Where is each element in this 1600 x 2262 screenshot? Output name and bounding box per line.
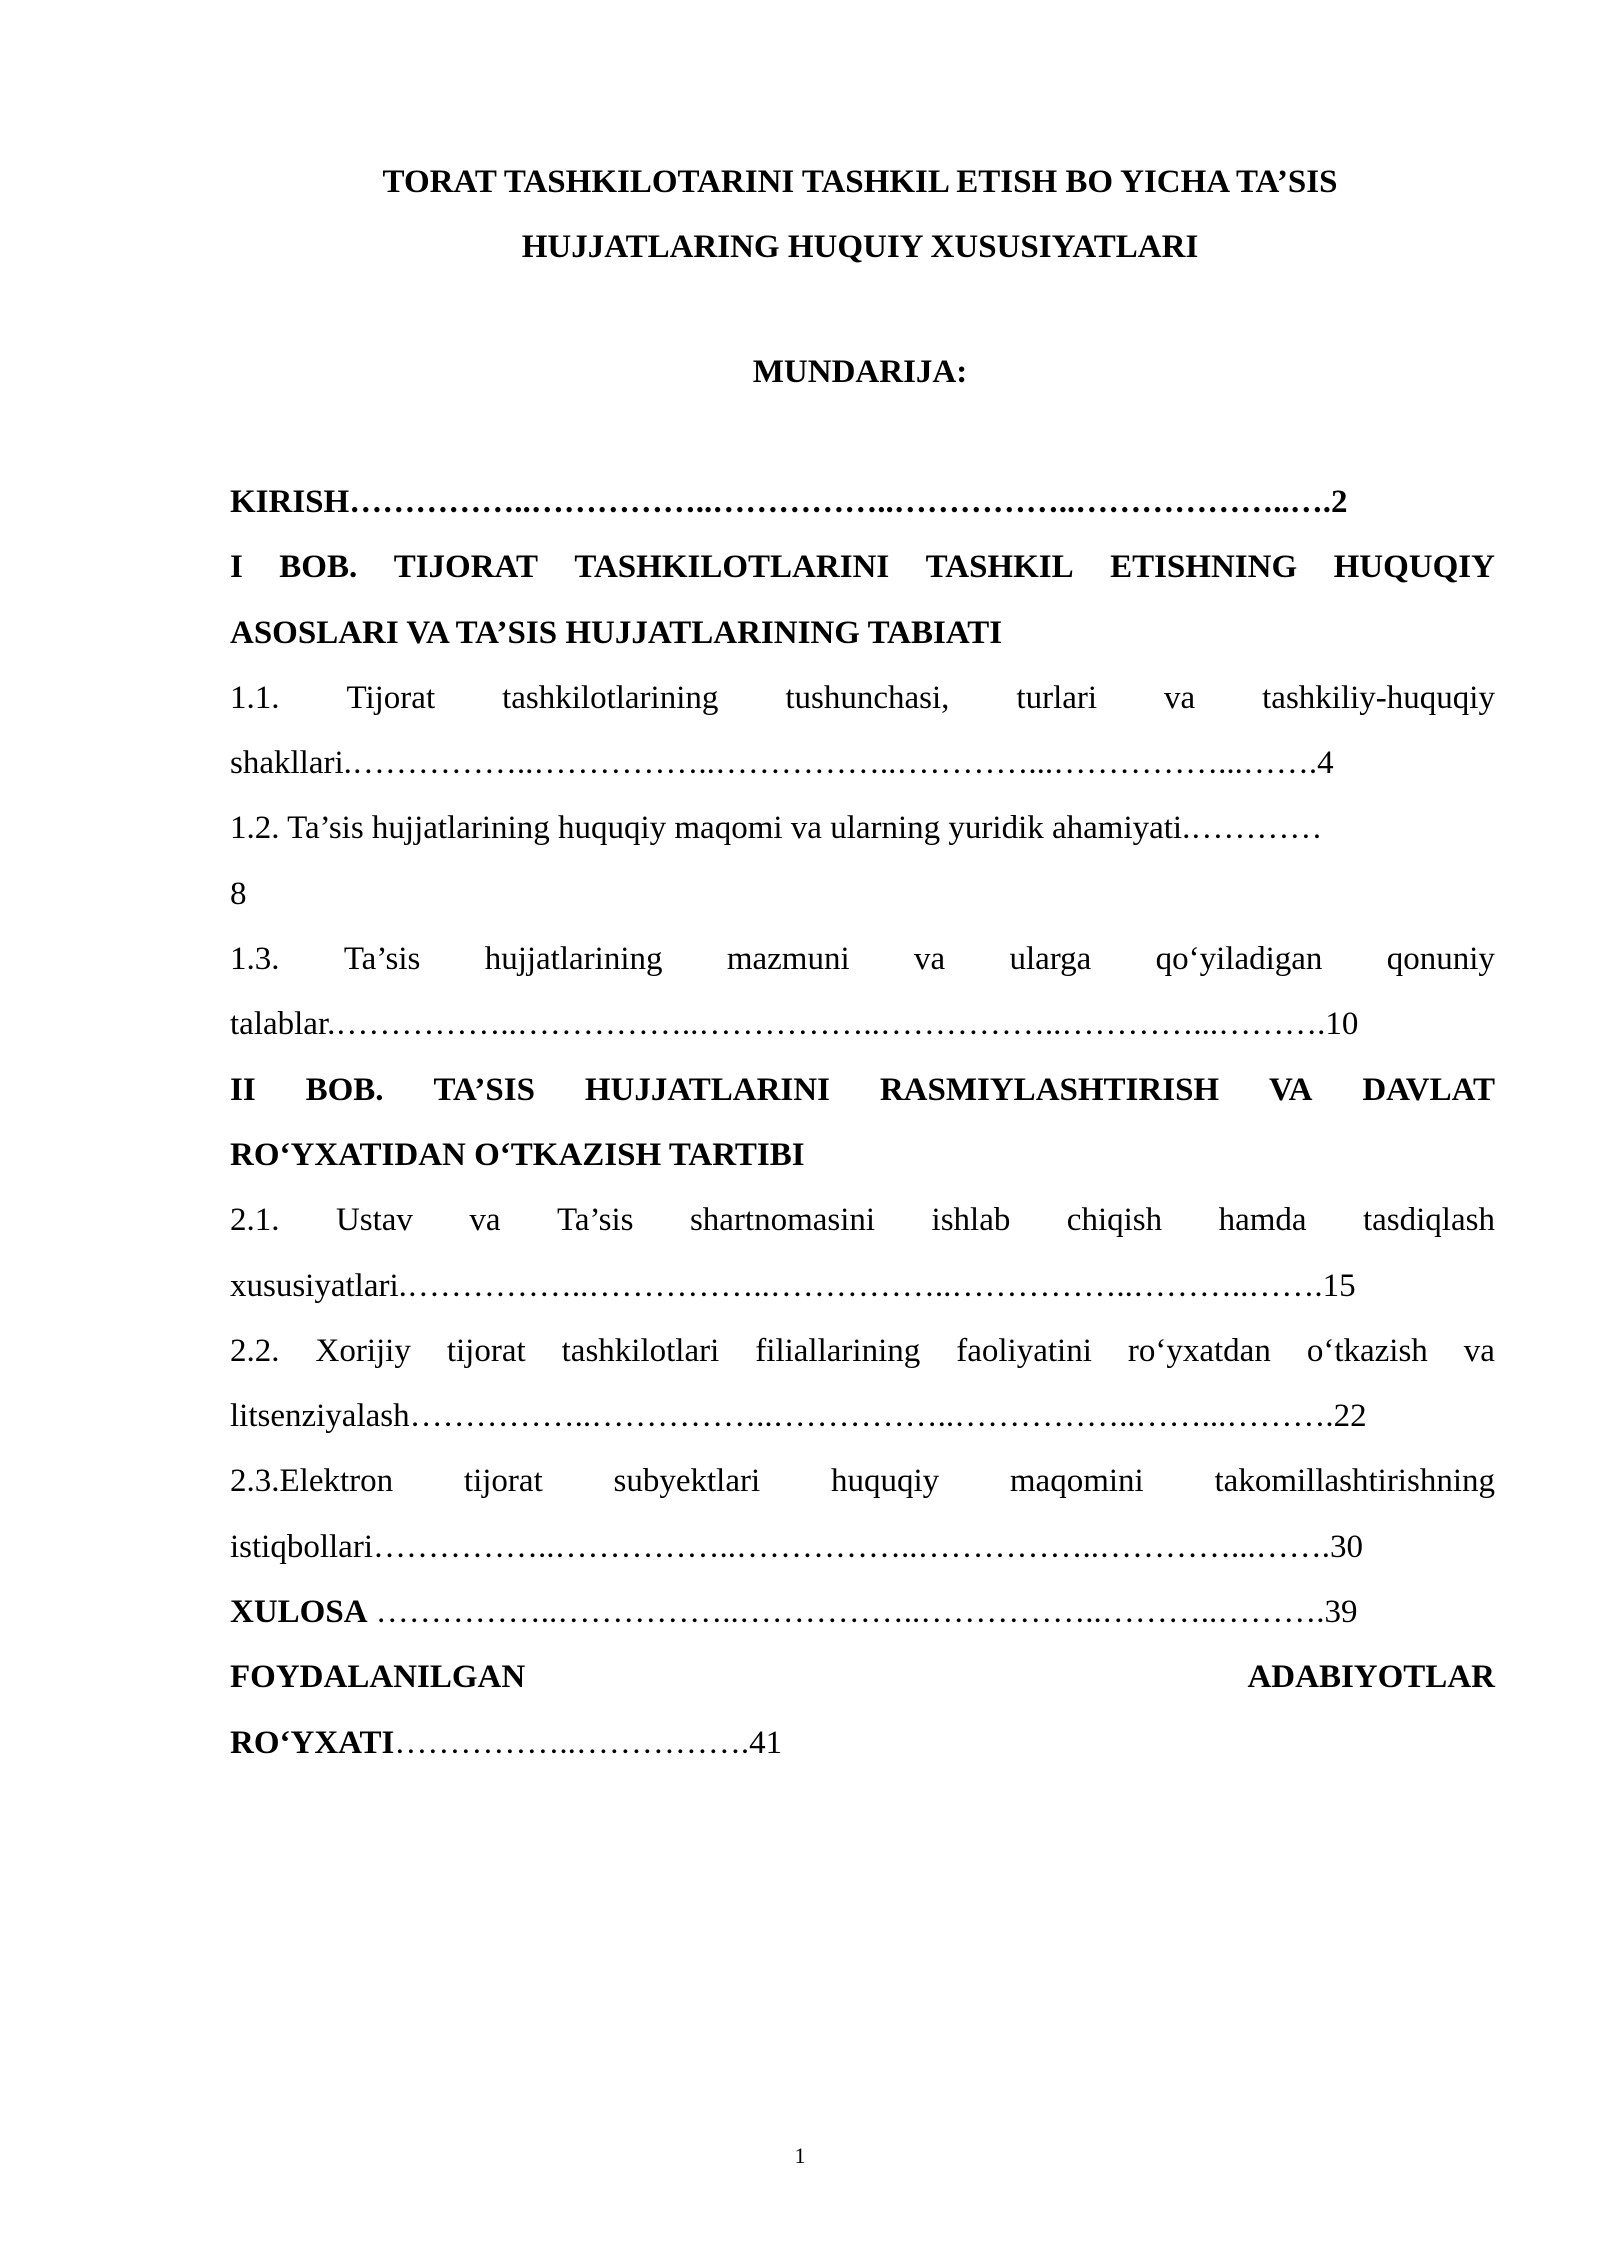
toc-entry-2-1-line2: xususiyatlari.……………..……………..……………..……………..………..…….15 [230, 1267, 1356, 1304]
toc-word: tasdiqlash [1362, 1202, 1495, 1239]
toc-entry-foydalanilgan-leader: ……………..…………….41 [394, 1724, 783, 1761]
toc-word: qo‘yiladigan [1155, 941, 1323, 978]
toc-word: va [1164, 679, 1196, 716]
toc-word: I [230, 549, 243, 586]
toc-entry-xulosa [230, 1580, 1495, 1645]
toc-word: tashkilotlari [561, 1332, 720, 1369]
toc-entry-bob1-line1 [230, 535, 1495, 600]
toc-entry-foydalanilgan-line2 [230, 1711, 1495, 1776]
toc-word: subyektlari [613, 1463, 761, 1500]
toc-word: Tijorat [346, 679, 436, 716]
toc-word: va [913, 941, 946, 978]
table-of-contents [230, 470, 1495, 1776]
toc-entry-bob2-line2: RO‘YXATIDAN O‘TKAZISH TARTIBI [230, 1136, 805, 1173]
toc-entry-1-1-line1 [230, 666, 1495, 731]
toc-entry-2-2-line2: litsenziyalash……………..……………..……………..……………..……...……….22 [230, 1398, 1367, 1435]
toc-entry-xulosa-leader: ……………..……………..……………..……………..………..……….39 [367, 1594, 1358, 1631]
toc-word: 2.2. [230, 1332, 280, 1369]
toc-word: tijorat [446, 1332, 526, 1369]
toc-word: filiallarining [755, 1332, 921, 1369]
toc-word: ularga [1009, 941, 1092, 978]
toc-word: BOB. [279, 549, 358, 586]
toc-word: huquqiy [830, 1463, 940, 1500]
toc-word: DAVLAT [1362, 1071, 1495, 1108]
toc-word: ishlab [931, 1202, 1011, 1239]
toc-word: tashkilotlarining [502, 679, 719, 716]
toc-heading: MUNDARIJA: [752, 354, 968, 390]
toc-word: va [469, 1202, 501, 1239]
page-number: 1 [794, 2143, 806, 2168]
toc-word: BOB. [305, 1071, 384, 1108]
title-line-1: TORAT TASHKILOTARINI TASHKIL ETISH BO YICHA TA’SIS [382, 164, 1338, 200]
toc-word: faoliyatini [956, 1332, 1092, 1369]
toc-word: tushunchasi, [785, 679, 950, 716]
toc-word: o‘tkazish [1306, 1332, 1428, 1369]
toc-word: maqomini [1009, 1463, 1144, 1500]
toc-word: 1.3. [230, 941, 280, 978]
toc-word: hamda [1218, 1202, 1307, 1239]
toc-entry-2-1-line1 [230, 1188, 1495, 1253]
toc-entry-xulosa-label: XULOSA [230, 1594, 368, 1631]
toc-word: mazmuni [726, 941, 850, 978]
toc-entry-1-1-line2: shakllari.……………..……………..……………..…………...……………...…….4 [230, 745, 1334, 782]
toc-word: Ta’sis [556, 1202, 634, 1239]
toc-entry-foydalanilgan-label: RO‘YXATI [230, 1724, 395, 1761]
toc-word: 2.1. [230, 1202, 280, 1239]
toc-word: ETISHNING [1110, 549, 1298, 586]
toc-word: TASHKILOTLARINI [574, 549, 890, 586]
document-title [230, 150, 1490, 280]
toc-word: takomillashtirishning [1214, 1463, 1495, 1500]
toc-word: TIJORAT [393, 549, 538, 586]
toc-word: HUQUQIY [1333, 549, 1495, 586]
toc-entry-bob2-line1 [230, 1058, 1495, 1123]
toc-entry-1-3-line1 [230, 927, 1495, 992]
toc-entry-2-3-line1 [230, 1449, 1495, 1514]
title-line-2: HUJJATLARING HUQUIY XUSUSIYATLARI [521, 229, 1199, 265]
toc-entry-2-3-line2: istiqbollari……………..……………..……………..……………..…………...…….30 [230, 1528, 1363, 1565]
toc-word: qonuniy [1386, 941, 1495, 978]
toc-word: II [230, 1071, 256, 1108]
toc-word: ro‘yxatdan [1127, 1332, 1271, 1369]
toc-word: RASMIYLASHTIRISH [879, 1071, 1220, 1108]
toc-word: FOYDALANILGAN [230, 1659, 526, 1696]
toc-entry-bob1-line2: ASOSLARI VA TA’SIS HUJJATLARINING TABIATI [230, 614, 1003, 651]
toc-entry-1-2-line1: 1.2. Ta’sis hujjatlarining huquqiy maqomi va ularning yuridik ahamiyati.………… [230, 810, 1323, 847]
toc-word: Ta’sis [343, 941, 421, 978]
toc-word: hujjatlarining [484, 941, 663, 978]
toc-entry-kirish [230, 470, 1495, 535]
toc-entry-foydalanilgan-line1 [230, 1645, 1495, 1710]
toc-word: TA’SIS [433, 1071, 535, 1108]
toc-word: ADABIYOTLAR [1247, 1659, 1495, 1696]
toc-word: chiqish [1066, 1202, 1163, 1239]
toc-word: Ustav [335, 1202, 413, 1239]
toc-word: Xorijiy [315, 1332, 411, 1369]
toc-word: 1.1. [230, 679, 280, 716]
toc-word: tijorat [463, 1463, 543, 1500]
toc-word: TASHKIL [925, 549, 1074, 586]
toc-word: tashkiliy-huquqiy [1262, 679, 1495, 716]
toc-entry-2-2-line1 [230, 1319, 1495, 1384]
toc-word: va [1463, 1332, 1495, 1369]
toc-word: turlari [1016, 679, 1098, 716]
toc-word: HUJJATLARINI [584, 1071, 830, 1108]
toc-word: VA [1269, 1071, 1313, 1108]
toc-entry-1-2-line2: 8 [230, 875, 247, 912]
toc-word: 2.3.Elektron [230, 1463, 394, 1500]
toc-entry-1-3-line2: talablar.……………..……………..……………..……………..…………...……….10 [230, 1006, 1359, 1043]
toc-entry-kirish-text: KIRISH……………..……………..……………..……………..………………..….2 [230, 484, 1348, 520]
toc-word: shartnomasini [689, 1202, 876, 1239]
